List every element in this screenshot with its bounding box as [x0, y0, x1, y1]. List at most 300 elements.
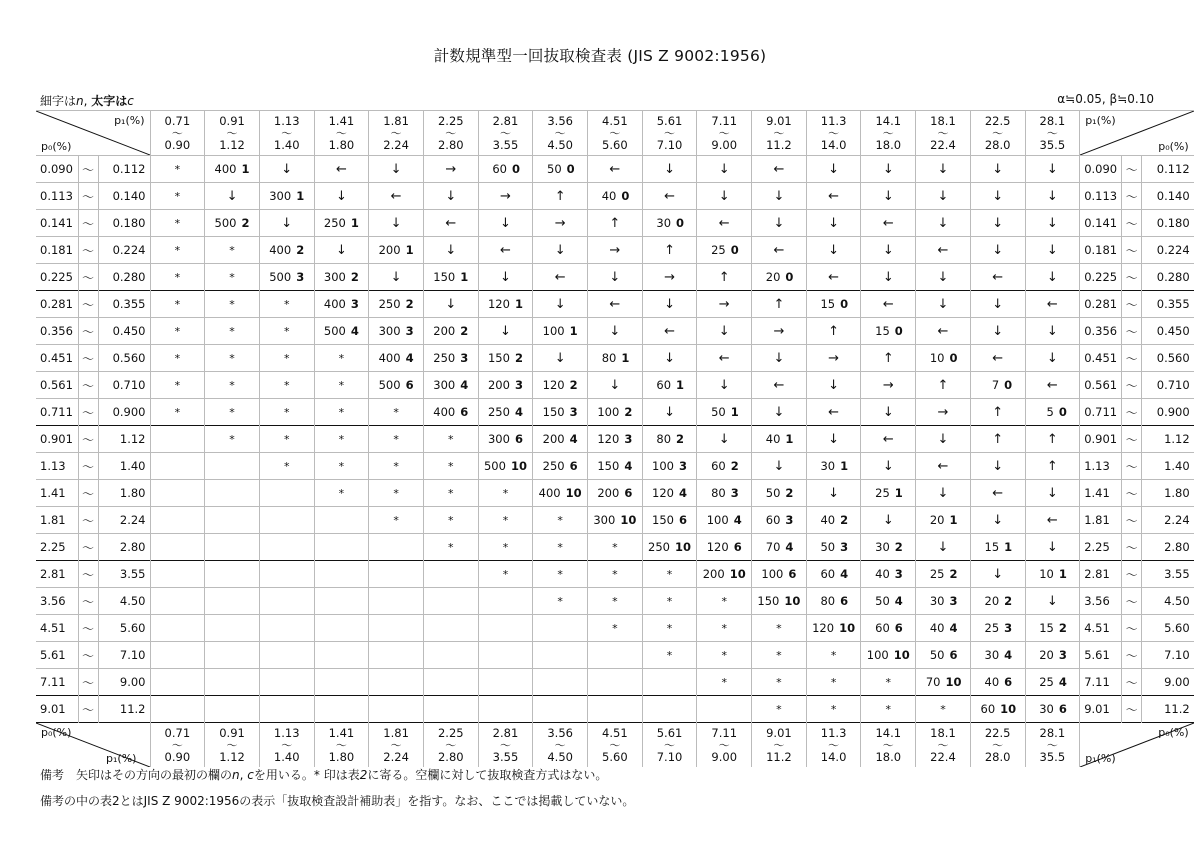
plan-cell: [916, 615, 971, 642]
arrow-right-icon: →: [445, 161, 457, 177]
plan-cell: [588, 480, 643, 507]
plan-cell: [314, 669, 369, 696]
p1-range-header: [259, 723, 314, 768]
plan-cell: [478, 507, 533, 534]
diag-label-top: p₀(%): [41, 726, 72, 739]
plan-cell: [861, 615, 916, 642]
acceptance-number-c: 3: [460, 351, 469, 365]
acceptance-number-c: 1: [241, 162, 250, 176]
p0-to: 5.60: [98, 615, 150, 642]
plan-cell: [205, 318, 260, 345]
p1-range-header: [752, 723, 807, 768]
arrow-right-icon: →: [882, 377, 894, 393]
tilde: 〜: [78, 426, 98, 453]
sample-size-n: 200: [433, 324, 456, 338]
plan-cell: [259, 183, 314, 210]
p0-from: 0.141: [36, 210, 78, 237]
plan-value: [983, 540, 1012, 554]
arrow-down-icon: ↓: [992, 512, 1004, 528]
plan-cell: [752, 183, 807, 210]
plan-cell: [205, 507, 260, 534]
p1-to: 7.10: [656, 137, 683, 152]
acceptance-number-c: 4: [840, 567, 849, 581]
plan-value: [546, 162, 575, 176]
plan-cell: [697, 615, 752, 642]
page-title: 計数規準型一回抜取検査表 (JIS Z 9002:1956): [433, 47, 767, 65]
plan-cell: [150, 264, 205, 291]
plan-cell: [150, 372, 205, 399]
arrow-left-icon: ←: [992, 269, 1004, 285]
p0-from: 2.25: [36, 534, 78, 561]
plan-cell: [205, 669, 260, 696]
arrow-left-icon: ←: [882, 296, 894, 312]
p0-from: 2.81: [1080, 561, 1122, 588]
arrow-down-icon: ↓: [445, 188, 457, 204]
plan-cell: [150, 210, 205, 237]
plan-cell: [1025, 534, 1080, 561]
p1-from: 4.51: [602, 725, 628, 740]
star-mark: *: [393, 514, 399, 527]
tilde: 〜: [992, 738, 1004, 752]
sample-size-n: 120: [652, 486, 674, 500]
star-mark: *: [448, 460, 454, 473]
plan-cell: [423, 453, 478, 480]
p1-range-header: [150, 723, 205, 768]
plan-value: [433, 324, 468, 338]
arrow-down-icon: ↓: [992, 242, 1004, 258]
plan-value: [379, 243, 414, 257]
plan-cell: [697, 426, 752, 453]
tilde: 〜: [281, 738, 293, 752]
plan-cell: [369, 453, 424, 480]
sample-size-n: 300: [323, 270, 346, 284]
plan-cell: [478, 669, 533, 696]
sample-size-n: 250: [648, 540, 670, 554]
star-mark: *: [174, 163, 181, 176]
plan-cell: [478, 345, 533, 372]
alpha-beta-params: α≒0.05, β≒0.10: [1057, 92, 1154, 106]
acceptance-number-c: 2: [894, 540, 903, 554]
p1-to: 4.50: [547, 137, 573, 152]
sample-size-n: 70: [765, 540, 781, 554]
arrow-down-icon: ↓: [828, 377, 840, 393]
p1-to: 1.12: [219, 137, 245, 152]
plan-value: [379, 378, 414, 392]
plan-cell: [533, 318, 588, 345]
plan-cell: [697, 237, 752, 264]
plan-cell: [806, 534, 861, 561]
sample-size-n: 25: [875, 486, 890, 500]
p0-from: 0.281: [1080, 291, 1122, 318]
plan-value: [819, 594, 848, 608]
p1-range-header: [533, 111, 588, 156]
plan-cell: [697, 534, 752, 561]
plan-value: [433, 378, 468, 392]
plan-value: [867, 648, 910, 662]
table-row: [36, 669, 1194, 696]
p0-from: 7.11: [36, 669, 78, 696]
plan-cell: [205, 588, 260, 615]
arrow-right-icon: →: [718, 296, 730, 312]
plan-cell: [533, 426, 588, 453]
p1-to: 3.55: [492, 137, 519, 152]
note-line-2: 備考の中の表2とはJIS Z 9002:1956の表示「抜取検査設計補助表」を指す。なお、ここでは掲載していない。: [40, 794, 635, 808]
plan-cell: [423, 318, 478, 345]
p0-to: 11.2: [98, 696, 150, 723]
sample-size-n: 50: [875, 594, 890, 608]
diag-label-top: p₁(%): [1085, 114, 1116, 127]
arrow-down-icon: ↓: [1046, 242, 1058, 258]
sample-size-n: 150: [433, 270, 456, 284]
p0-to: 11.2: [1142, 696, 1194, 723]
p1-range-header: [916, 111, 971, 156]
star-mark: *: [338, 433, 345, 446]
p1-to: 35.5: [1039, 137, 1066, 152]
p0-to: 0.180: [98, 210, 150, 237]
arrow-left-icon: ←: [445, 215, 457, 231]
plan-cell: [314, 453, 369, 480]
plan-cell: [369, 480, 424, 507]
plan-cell: [314, 507, 369, 534]
plan-value: [215, 216, 250, 230]
p0-to: 0.900: [98, 399, 150, 426]
star-mark: *: [830, 676, 837, 689]
plan-value: [379, 351, 414, 365]
sample-size-n: 500: [378, 378, 401, 392]
acceptance-number-c: 10: [1000, 702, 1017, 716]
acceptance-number-c: 4: [894, 594, 903, 608]
star-mark: *: [229, 352, 235, 365]
p0-from: 0.090: [1080, 156, 1122, 183]
p0-to: 1.80: [98, 480, 150, 507]
plan-value: [484, 459, 527, 473]
star-mark: *: [229, 379, 235, 392]
star-mark: *: [393, 433, 399, 446]
plan-value: [928, 513, 957, 527]
plan-cell: [533, 534, 588, 561]
arrow-down-icon: ↓: [609, 269, 621, 285]
p1-range-header: [423, 723, 478, 768]
plan-cell: [314, 561, 369, 588]
arrow-down-icon: ↓: [554, 350, 566, 366]
sample-size-n: 60: [765, 513, 781, 527]
arrow-down-icon: ↓: [664, 161, 675, 177]
tilde: 〜: [1122, 237, 1142, 264]
p0-to: 3.55: [98, 561, 150, 588]
sample-size-n: 30: [820, 459, 836, 473]
p0-to: 2.80: [98, 534, 150, 561]
tilde: 〜: [499, 126, 511, 140]
arrow-down-icon: ↓: [992, 296, 1004, 312]
sample-size-n: 40: [820, 513, 836, 527]
tilde: 〜: [1122, 669, 1142, 696]
p0-from: 5.61: [36, 642, 78, 669]
acceptance-number-c: 1: [621, 351, 630, 365]
p0-from: 0.561: [36, 372, 78, 399]
p0-from: 5.61: [1080, 642, 1122, 669]
plan-value: [710, 405, 739, 419]
plan-value: [924, 675, 961, 689]
acceptance-number-c: 1: [460, 270, 469, 284]
plan-value: [928, 567, 957, 581]
p1-from: 5.61: [656, 725, 683, 740]
acceptance-number-c: 6: [679, 513, 688, 527]
sample-size-n: 60: [492, 162, 507, 176]
plan-value: [433, 270, 468, 284]
star-mark: *: [448, 487, 454, 500]
plan-cell: [1025, 669, 1080, 696]
acceptance-number-c: 1: [730, 405, 739, 419]
p1-to: 1.40: [273, 749, 300, 764]
p1-from: 0.91: [219, 113, 245, 128]
plan-cell: [916, 264, 971, 291]
p1-from: 2.25: [437, 725, 464, 740]
plan-cell: [259, 615, 314, 642]
sample-size-n: 500: [269, 270, 292, 284]
p1-to: 22.4: [930, 137, 956, 152]
tilde: 〜: [1122, 588, 1142, 615]
star-mark: *: [393, 406, 399, 419]
plan-cell: [806, 615, 861, 642]
plan-cell: [970, 318, 1025, 345]
footer-row: [36, 723, 1194, 768]
acceptance-number-c: 10: [945, 675, 962, 689]
plan-cell: [970, 615, 1025, 642]
plan-cell: [588, 642, 643, 669]
plan-cell: [588, 237, 643, 264]
p1-from: 3.56: [547, 113, 573, 128]
plan-cell: [1025, 372, 1080, 399]
arrow-down-icon: ↓: [390, 161, 402, 177]
plan-cell: [369, 534, 424, 561]
sample-size-n: 400: [538, 486, 561, 500]
plan-value: [543, 405, 578, 419]
plan-cell: [970, 453, 1025, 480]
plan-cell: [423, 426, 478, 453]
plan-cell: [642, 696, 697, 723]
acceptance-number-c: 3: [840, 540, 849, 554]
p1-to: 11.2: [766, 137, 792, 152]
plan-cell: [697, 480, 752, 507]
plan-cell: [533, 345, 588, 372]
sample-size-n: 80: [656, 432, 672, 446]
plan-cell: [533, 480, 588, 507]
p0-from: 9.01: [1080, 696, 1122, 723]
plan-value: [819, 513, 848, 527]
arrow-down-icon: ↓: [1046, 539, 1058, 555]
sample-size-n: 120: [706, 540, 729, 554]
tilde: 〜: [1122, 318, 1142, 345]
plan-cell: [806, 507, 861, 534]
plan-cell: [861, 453, 916, 480]
p1-from: 7.11: [711, 725, 738, 740]
arrow-left-icon: ←: [992, 485, 1004, 501]
plan-cell: [150, 696, 205, 723]
plan-value: [379, 297, 414, 311]
arrow-right-icon: →: [554, 215, 566, 231]
star-mark: *: [283, 352, 290, 365]
plan-cell: [806, 426, 861, 453]
arrow-left-icon: ←: [664, 188, 675, 204]
tilde: 〜: [78, 210, 98, 237]
tilde: 〜: [78, 183, 98, 210]
arrow-down-icon: ↓: [445, 296, 457, 312]
acceptance-number-c: 0: [730, 243, 739, 257]
plan-cell: [752, 453, 807, 480]
p0-from: 4.51: [36, 615, 78, 642]
p0-from: 1.81: [1080, 507, 1122, 534]
p1-from: 9.01: [766, 113, 792, 128]
star-mark: *: [557, 568, 563, 581]
sample-size-n: 40: [929, 621, 945, 635]
arrow-up-icon: ↑: [773, 296, 785, 312]
p1-range-header: [970, 111, 1025, 156]
plan-cell: [697, 291, 752, 318]
plan-cell: [916, 399, 971, 426]
acceptance-number-c: 2: [1004, 594, 1013, 608]
tilde: 〜: [1122, 210, 1142, 237]
plan-cell: [259, 480, 314, 507]
sample-size-n: 400: [433, 405, 456, 419]
acceptance-number-c: 4: [514, 405, 523, 419]
plan-cell: [423, 210, 478, 237]
arrow-down-icon: ↓: [1046, 161, 1058, 177]
p1-to: 9.00: [711, 137, 738, 152]
tilde: 〜: [1046, 738, 1058, 752]
plan-cell: [533, 237, 588, 264]
acceptance-number-c: 10: [893, 648, 910, 662]
arrow-left-icon: ←: [773, 377, 785, 393]
tilde: 〜: [1122, 372, 1142, 399]
acceptance-number-c: 0: [840, 297, 849, 311]
plan-cell: [752, 372, 807, 399]
sample-size-n: 30: [1039, 702, 1054, 716]
acceptance-number-c: 4: [624, 459, 633, 473]
acceptance-number-c: 0: [676, 216, 685, 230]
arrow-down-icon: ↓: [828, 485, 840, 501]
p0-to: 1.40: [98, 453, 150, 480]
tilde: 〜: [1122, 399, 1142, 426]
acceptance-number-c: 1: [1058, 567, 1067, 581]
plan-value: [979, 702, 1016, 716]
p0-to: 0.560: [1142, 345, 1194, 372]
plan-cell: [205, 183, 260, 210]
sample-size-n: 200: [542, 432, 565, 446]
tilde: 〜: [882, 738, 894, 752]
star-mark: *: [229, 271, 235, 284]
plan-cell: [369, 561, 424, 588]
plan-cell: [642, 264, 697, 291]
plan-cell: [205, 291, 260, 318]
sample-size-n: 60: [820, 567, 836, 581]
arrow-down-icon: ↓: [390, 215, 402, 231]
p0-from: 1.13: [36, 453, 78, 480]
tilde: 〜: [1122, 453, 1142, 480]
sample-size-n: 250: [433, 351, 456, 365]
plan-cell: [423, 669, 478, 696]
plan-cell: [369, 696, 424, 723]
plan-cell: [697, 156, 752, 183]
plan-cell: [533, 183, 588, 210]
star-mark: *: [502, 568, 509, 581]
arrow-down-icon: ↓: [609, 323, 621, 339]
tilde: 〜: [78, 345, 98, 372]
p0-to: 0.112: [1142, 156, 1194, 183]
p1-to: 11.2: [766, 749, 792, 764]
sample-size-n: 25: [1039, 675, 1054, 689]
p1-from: 18.1: [930, 113, 956, 128]
star-mark: *: [338, 352, 345, 365]
arrow-left-icon: ←: [718, 215, 730, 231]
arrow-left-icon: ←: [1046, 296, 1058, 312]
plan-cell: [588, 345, 643, 372]
plan-value: [655, 216, 684, 230]
plan-cell: [150, 615, 205, 642]
plan-cell: [642, 345, 697, 372]
plan-cell: [697, 210, 752, 237]
plan-cell: [861, 669, 916, 696]
plan-cell: [423, 183, 478, 210]
arrow-down-icon: ↓: [937, 188, 949, 204]
p1-to: 14.0: [820, 137, 847, 152]
star-mark: *: [612, 568, 618, 581]
arrow-left-icon: ←: [937, 458, 949, 474]
plan-cell: [806, 642, 861, 669]
plan-cell: [588, 615, 643, 642]
p1-from: 1.41: [328, 725, 355, 740]
p1-to: 28.0: [984, 137, 1011, 152]
p1-to: 9.00: [711, 749, 738, 764]
arrow-down-icon: ↓: [882, 404, 894, 420]
diag-label-bottom: p₁(%): [1085, 752, 1116, 765]
star-mark: *: [283, 433, 290, 446]
plan-cell: [970, 156, 1025, 183]
acceptance-number-c: 4: [1004, 648, 1013, 662]
p1-from: 4.51: [602, 113, 628, 128]
arrow-down-icon: ↓: [664, 296, 675, 312]
plan-cell: [806, 345, 861, 372]
acceptance-number-c: 3: [1004, 621, 1013, 635]
table-row: [36, 561, 1194, 588]
plan-cell: [314, 588, 369, 615]
acceptance-number-c: 3: [296, 270, 305, 284]
acceptance-number-c: 3: [785, 513, 794, 527]
plan-cell: [588, 291, 643, 318]
plan-value: [488, 351, 523, 365]
p0-to: 3.55: [1142, 561, 1194, 588]
sample-size-n: 250: [378, 297, 401, 311]
arrow-down-icon: ↓: [937, 485, 949, 501]
plan-cell: [150, 507, 205, 534]
diag-label-bottom: p₁(%): [106, 752, 137, 765]
acceptance-number-c: 4: [733, 513, 742, 527]
p1-to: 22.4: [930, 749, 956, 764]
star-mark: *: [776, 703, 782, 716]
plan-cell: [369, 588, 424, 615]
plan-cell: [314, 264, 369, 291]
plan-cell: [205, 264, 260, 291]
star-mark: *: [940, 703, 946, 716]
plan-cell: [478, 642, 533, 669]
sample-size-n: 300: [269, 189, 292, 203]
arrow-down-icon: ↓: [609, 377, 621, 393]
plan-cell: [369, 372, 424, 399]
plan-cell: [752, 696, 807, 723]
arrow-down-icon: ↓: [882, 512, 894, 528]
p0-to: 4.50: [1142, 588, 1194, 615]
arrow-right-icon: →: [609, 242, 621, 258]
tilde: 〜: [78, 156, 98, 183]
